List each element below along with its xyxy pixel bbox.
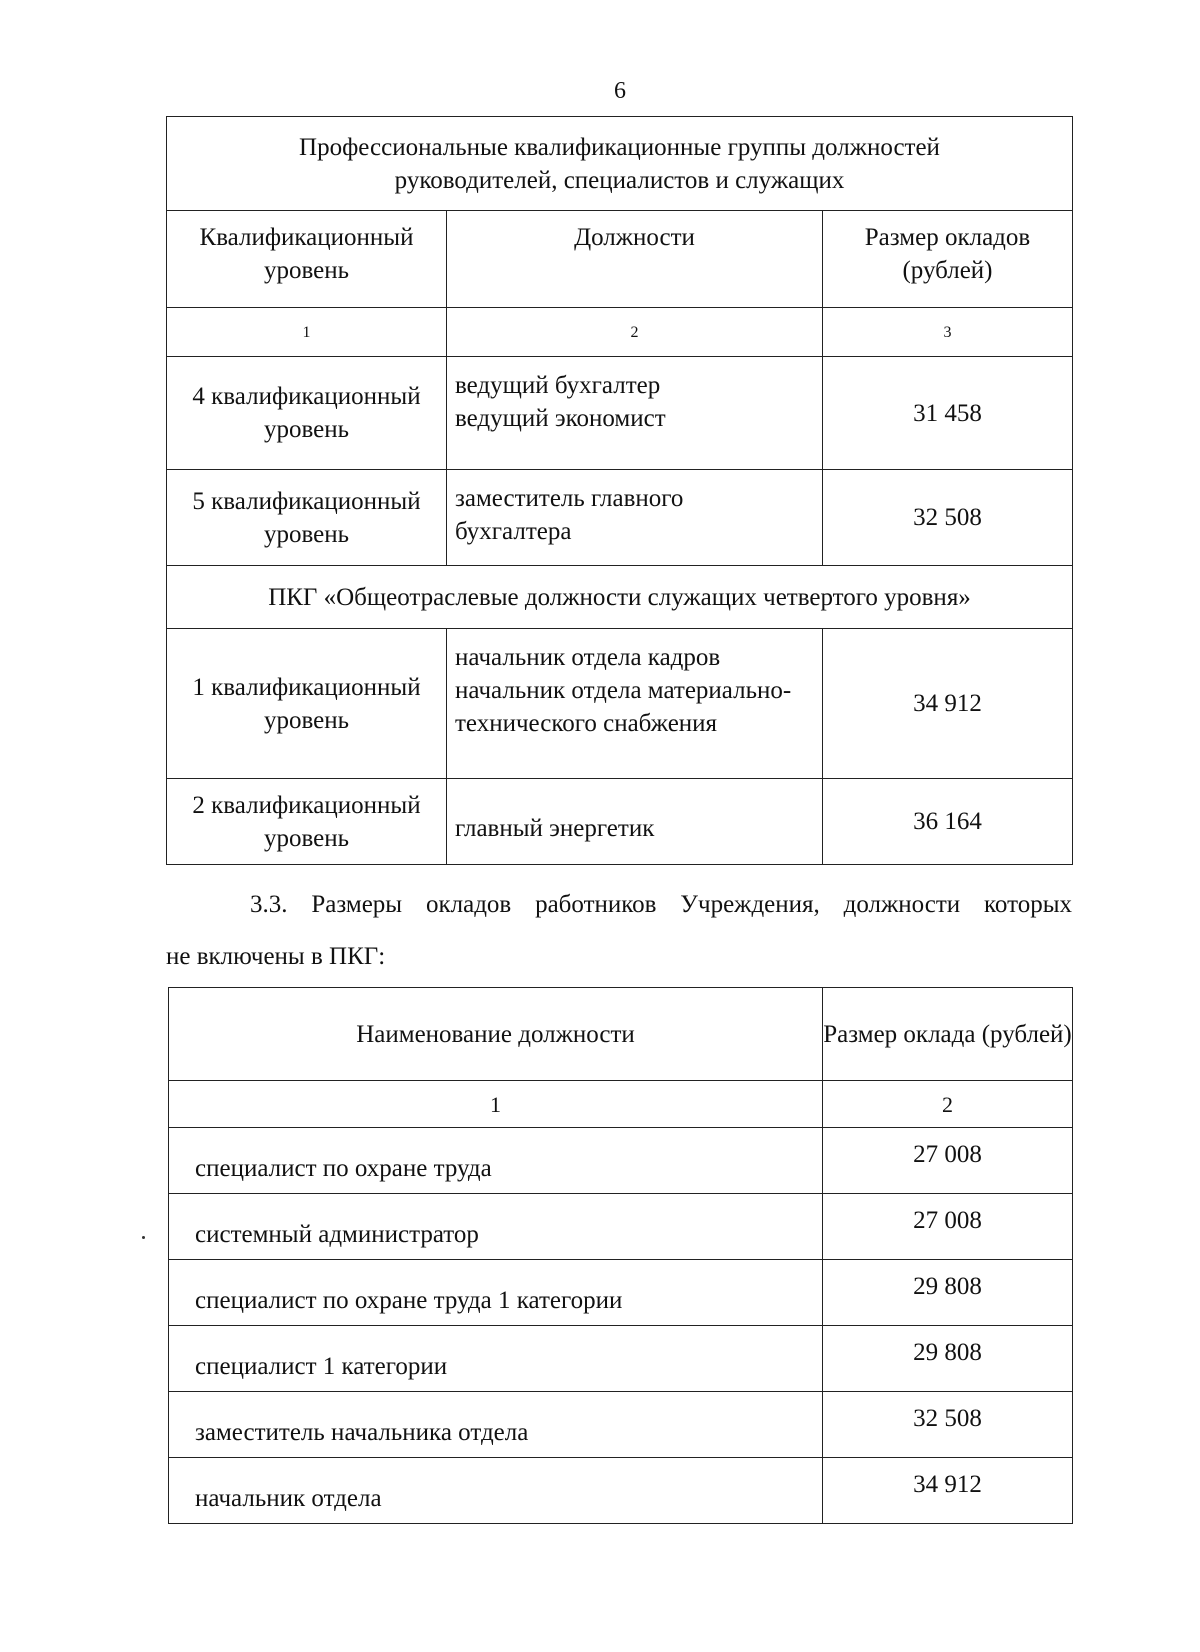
position-name-cell: начальник отдела xyxy=(169,1458,823,1524)
position-name: технического снабжения xyxy=(455,710,718,737)
table-row xyxy=(169,1326,1073,1392)
salary-cell: 27 008 xyxy=(823,1194,1073,1260)
table-row xyxy=(169,1260,1073,1326)
table-row xyxy=(169,1458,1073,1524)
header-salary: Размер оклада (рублей) xyxy=(823,988,1073,1081)
paragraph-line-2: не включены в ПКГ: xyxy=(166,943,386,970)
column-number: 2 xyxy=(823,1081,1073,1128)
column-number: 1 xyxy=(167,308,447,357)
table-row xyxy=(169,1128,1073,1194)
table-row xyxy=(169,1392,1073,1458)
table-caption xyxy=(167,117,1073,211)
column-number: 1 xyxy=(169,1081,823,1128)
salary-cell: 32 508 xyxy=(823,470,1073,566)
table-row xyxy=(167,357,1073,470)
table-row xyxy=(167,629,1073,779)
header-level: Квалификационный уровень xyxy=(167,211,447,308)
column-number: 3 xyxy=(823,308,1073,357)
table-row xyxy=(167,779,1073,865)
caption-line-1: Профессиональные квалификационные группы должностей xyxy=(299,133,940,161)
positions-cell xyxy=(447,357,823,470)
qualification-groups-table xyxy=(166,116,1073,865)
salary-cell: 32 508 xyxy=(823,1392,1073,1458)
level-cell: 1 квалификационный уровень xyxy=(167,629,447,779)
table-row xyxy=(167,470,1073,566)
position-name: начальник отдела материально- xyxy=(455,677,792,704)
level-cell: 4 квалификационный уровень xyxy=(167,357,447,470)
salary-cell: 27 008 xyxy=(823,1128,1073,1194)
positions-cell xyxy=(447,629,823,779)
page-number: 6 xyxy=(614,78,626,104)
position-name-cell: специалист 1 категории xyxy=(169,1326,823,1392)
positions-cell xyxy=(447,470,823,566)
table-row xyxy=(169,1194,1073,1260)
salary-cell: 29 808 xyxy=(823,1260,1073,1326)
header-positions: Должности xyxy=(447,211,823,308)
column-number: 2 xyxy=(447,308,823,357)
position-name: заместитель главного xyxy=(455,485,684,512)
position-name: начальник отдела кадров xyxy=(455,644,721,671)
position-name-cell: специалист по охране труда xyxy=(169,1128,823,1194)
group-subheading: ПКГ «Общеотраслевые должности служащих четвертого уровня» xyxy=(167,566,1073,629)
header-salary: Размер окладов (рублей) xyxy=(823,211,1073,308)
position-name-cell: системный администратор xyxy=(169,1194,823,1260)
salary-cell: 29 808 xyxy=(823,1326,1073,1392)
level-cell: 5 квалификационный уровень xyxy=(167,470,447,566)
salary-cell: 36 164 xyxy=(823,779,1073,865)
caption-line-2: руководителей, специалистов и служащих xyxy=(394,166,845,194)
salary-cell: 31 458 xyxy=(823,357,1073,470)
position-name: ведущий экономист xyxy=(455,405,666,432)
position-name: бухгалтера xyxy=(455,518,572,545)
level-cell: 2 квалификационный уровень xyxy=(167,779,447,865)
other-positions-table xyxy=(168,987,1073,1524)
position-name: главный энергетик xyxy=(455,815,655,842)
position-name-cell: заместитель начальника отдела xyxy=(169,1392,823,1458)
position-name: ведущий бухгалтер xyxy=(455,372,661,399)
paragraph-line-1: 3.3. Размеры окладов работников Учреждения, должности которых xyxy=(250,891,1072,918)
position-name-cell: специалист по охране труда 1 категории xyxy=(169,1260,823,1326)
header-position-name: Наименование должности xyxy=(169,988,823,1081)
salary-cell: 34 912 xyxy=(823,1458,1073,1524)
positions-cell xyxy=(447,779,823,865)
salary-cell: 34 912 xyxy=(823,629,1073,779)
scan-speck xyxy=(142,1236,145,1239)
